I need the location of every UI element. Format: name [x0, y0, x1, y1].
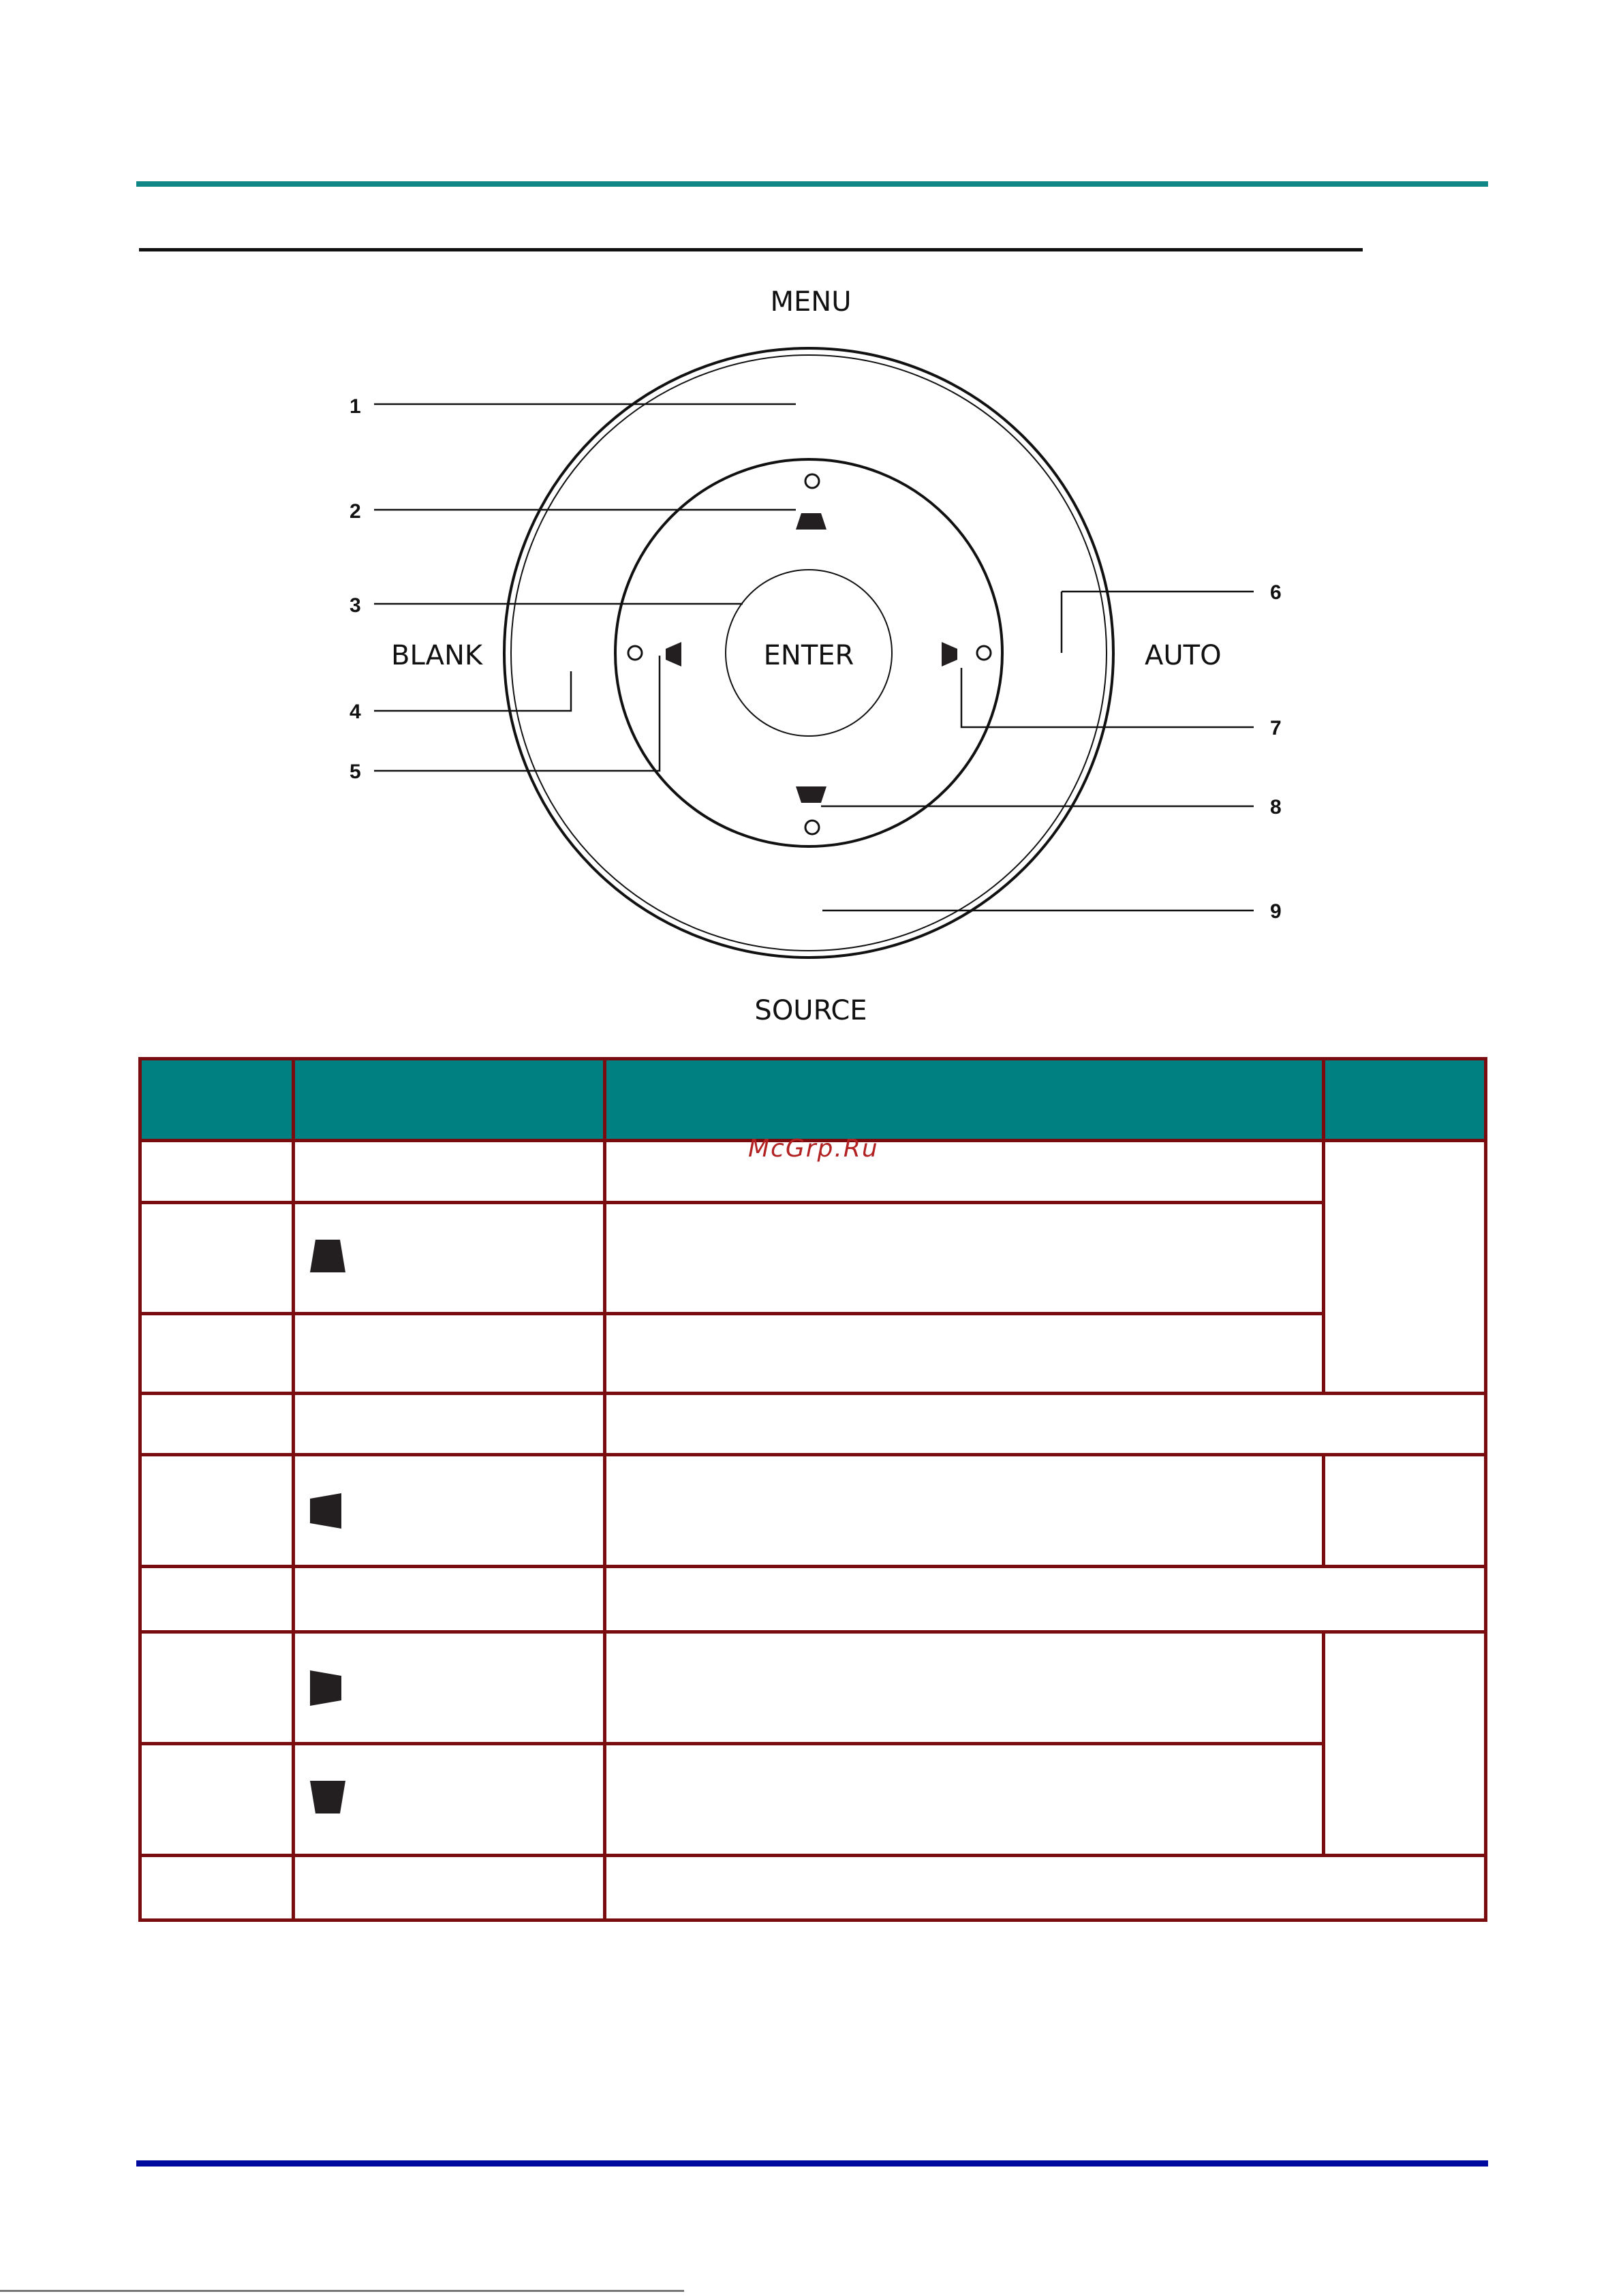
down-arrow-icon: [309, 1779, 347, 1815]
header-cell: [294, 1059, 605, 1141]
led-down-icon: [805, 821, 819, 834]
source-label: SOURCE: [754, 995, 867, 1026]
table-row: [140, 1567, 1486, 1632]
callout-5: 5: [350, 761, 361, 783]
table-row: [140, 1856, 1486, 1920]
left-arrow-icon: [309, 1492, 343, 1530]
callout-8: 8: [1270, 796, 1282, 818]
callout-6: 6: [1270, 581, 1282, 604]
menu-label: MENU: [770, 286, 852, 318]
table-row: [140, 1314, 1486, 1394]
key-function-table: [138, 1057, 1487, 1922]
right-arrow-icon[interactable]: [942, 642, 957, 667]
table-row: [140, 1203, 1486, 1314]
down-arrow-icon[interactable]: [796, 786, 826, 803]
header-cell: [1324, 1059, 1486, 1141]
callout-4: 4: [350, 701, 361, 723]
up-arrow-icon[interactable]: [796, 513, 826, 530]
left-arrow-icon[interactable]: [666, 642, 681, 667]
enter-label: ENTER: [763, 640, 854, 671]
blank-label: BLANK: [391, 640, 483, 671]
keypad-diagram: [0, 0, 1623, 1050]
header-cell: [140, 1059, 294, 1141]
auto-label: AUTO: [1145, 640, 1222, 671]
footer-rule: [0, 2290, 684, 2292]
led-left-icon: [628, 646, 642, 660]
led-right-icon: [977, 646, 991, 660]
up-arrow-icon: [309, 1238, 347, 1274]
table-header-row: [140, 1059, 1486, 1141]
bottom-rule: [136, 2160, 1488, 2167]
watermark: McGrp.Ru: [748, 1135, 879, 1163]
table-row: [140, 1394, 1486, 1455]
header-cell: [605, 1059, 1324, 1141]
table-row: [140, 1744, 1486, 1856]
table-row: [140, 1455, 1486, 1567]
led-up-icon: [805, 474, 819, 488]
callout-3: 3: [350, 594, 361, 617]
callout-1: 1: [350, 395, 361, 418]
callout-2: 2: [350, 500, 361, 523]
callout-9: 9: [1270, 900, 1282, 923]
callout-7: 7: [1270, 717, 1282, 739]
table-row: [140, 1632, 1486, 1744]
right-arrow-icon: [309, 1669, 343, 1707]
